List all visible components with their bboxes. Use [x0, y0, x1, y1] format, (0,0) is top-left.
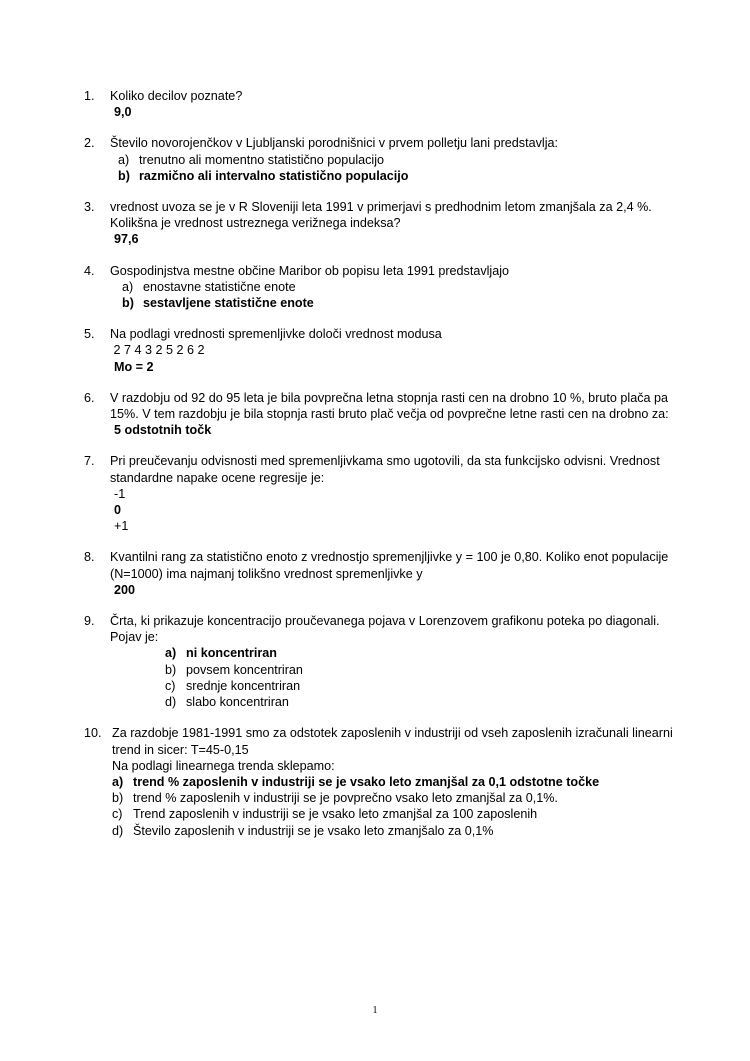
- answer-text: 97,6: [114, 232, 139, 247]
- question-item: [84, 135, 676, 184]
- option-text: trend % zaposlenih v industriji se je vsako leto zmanjšal za 0,1 odstotne točke: [133, 774, 600, 789]
- question-body: [112, 725, 676, 838]
- answer-choice-value: -1: [114, 486, 126, 501]
- question-item: [84, 326, 676, 375]
- option-text: slabo koncentriran: [186, 695, 289, 710]
- option-item[interactable]: [112, 823, 676, 839]
- option-text: razmično ali intervalno statistično populacijo: [139, 168, 409, 183]
- option-item[interactable]: [165, 645, 676, 661]
- option-letter: c): [112, 807, 123, 822]
- option-item[interactable]: [165, 662, 676, 678]
- option-text: trenutno ali momentno statistično populacijo: [139, 152, 385, 167]
- question-body: [110, 263, 676, 312]
- option-letter: c): [165, 678, 176, 693]
- question-number: 10.: [84, 726, 102, 741]
- option-letter: a): [118, 152, 130, 167]
- question-extra-line: Na podlagi linearnega trenda sklepamo:: [112, 758, 335, 773]
- question-body: [110, 326, 676, 375]
- question-body: [110, 199, 676, 248]
- option-letter: a): [122, 279, 134, 294]
- question-stem: Koliko decilov poznate?: [110, 89, 243, 103]
- question-item: [84, 390, 676, 439]
- option-letter: b): [118, 168, 130, 183]
- question-number: 5.: [84, 327, 95, 342]
- answer-text: 200: [114, 582, 136, 597]
- option-list: [112, 774, 676, 839]
- question-body: [110, 613, 676, 710]
- question-body: [110, 88, 676, 120]
- question-item: [84, 725, 676, 838]
- answer-text: 5 odstotnih točk: [114, 423, 212, 438]
- option-list: [110, 645, 676, 710]
- option-item[interactable]: [122, 295, 676, 311]
- option-list: [110, 152, 676, 184]
- question-number: 2.: [84, 136, 95, 151]
- question-item: [84, 88, 676, 120]
- option-letter: a): [165, 646, 177, 661]
- option-text: sestavljene statistične enote: [143, 296, 314, 311]
- question-stem: Črta, ki prikazuje koncentracijo proučevanega pojava v Lorenzovem grafikonu poteka po diagonali. Pojav je:: [110, 614, 664, 645]
- question-item: [84, 453, 676, 534]
- option-text: enostavne statistične enote: [143, 279, 296, 294]
- option-letter: a): [112, 774, 124, 789]
- option-text: srednje koncentriran: [186, 678, 301, 693]
- question-item: [84, 199, 676, 248]
- question-body: [110, 390, 676, 439]
- question-number: 8.: [84, 550, 95, 565]
- question-stem: Kvantilni rang za statistično enoto z vrednostjo spremenjljivke y = 100 je 0,80. Koliko enot populacije (N=1000) ima najmanj tolikšno vrednost spremenljivke y: [110, 550, 676, 581]
- option-item[interactable]: [118, 168, 676, 184]
- question-list: [84, 88, 676, 854]
- answer-choice-value: 0: [114, 503, 122, 518]
- question-stem: Število novorojenčkov v Ljubljanski porodnišnici v prvem polletju lani predstavlja:: [110, 136, 559, 151]
- option-letter: d): [165, 695, 177, 710]
- option-item[interactable]: [165, 694, 676, 710]
- question-number: 3.: [84, 200, 95, 215]
- question-body: [110, 453, 676, 534]
- option-text: povsem koncentriran: [186, 662, 303, 677]
- question-number: 7.: [84, 454, 95, 469]
- option-item[interactable]: [165, 678, 676, 694]
- answer-text: Mo = 2: [114, 359, 154, 374]
- question-extra-line: 2 7 4 3 2 5 2 6 2: [110, 343, 205, 358]
- question-stem: V razdobju od 92 do 95 leta je bila povprečna letna stopnja rasti cen na drobno 10 %, bruto plača pa 15%. V tem razdobju je bila stopnja rasti bruto plač večja od povprečne letne rasti cen na drobno za:: [110, 390, 672, 422]
- option-text: Število zaposlenih v industriji se je vsako leto zmanjšalo za 0,1%: [133, 823, 494, 838]
- question-stem: vrednost uvoza se je v R Sloveniji leta 1991 v primerjavi s predhodnim letom zmanjšala za 2,4 %. Kolikšna je vrednost ustreznega verižnega indeksa?: [110, 200, 656, 231]
- option-list: [110, 279, 676, 311]
- option-letter: b): [122, 296, 134, 311]
- option-item[interactable]: [112, 790, 676, 806]
- option-item[interactable]: [122, 279, 676, 295]
- option-text: ni koncentriran: [186, 646, 277, 661]
- question-body: [110, 549, 676, 598]
- option-letter: b): [165, 662, 177, 677]
- question-number: 1.: [84, 89, 95, 103]
- answer-text: 9,0: [114, 105, 132, 120]
- question-stem: Pri preučevanju odvisnosti med spremenljivkama smo ugotovili, da sta funkcijsko odvisni. Vrednost standardne napake ocene regresije je:: [110, 454, 664, 485]
- option-letter: d): [112, 823, 124, 838]
- option-text: Trend zaposlenih v industriji se je vsako leto zmanjšal za 100 zaposlenih: [133, 807, 538, 822]
- option-item[interactable]: [112, 774, 676, 790]
- question-stem: Za razdobje 1981-1991 smo za odstotek zaposlenih v industriji od vseh zaposlenih izračunali linearni trend in sicer: T=45-0,15: [112, 726, 677, 757]
- page-number: 1: [372, 1005, 378, 1016]
- question-item: [84, 549, 676, 598]
- question-number: 6.: [84, 390, 95, 405]
- question-number: 9.: [84, 614, 95, 629]
- option-text: trend % zaposlenih v industriji se je povprečno vsako leto zmanjšal za 0,1%.: [133, 791, 558, 806]
- question-item: [84, 263, 676, 312]
- question-body: [110, 135, 676, 184]
- option-item[interactable]: [118, 152, 676, 168]
- answer-choice-value: +1: [114, 519, 129, 534]
- question-item: [84, 613, 676, 710]
- option-item[interactable]: [112, 806, 676, 822]
- question-stem: Na podlagi vrednosti spremenljivke določi vrednost modusa: [110, 327, 442, 342]
- question-number: 4.: [84, 263, 95, 278]
- page-footer: [0, 1000, 750, 1018]
- option-letter: b): [112, 791, 124, 806]
- question-stem: Gospodinjstva mestne občine Maribor ob popisu leta 1991 predstavljajo: [110, 263, 510, 278]
